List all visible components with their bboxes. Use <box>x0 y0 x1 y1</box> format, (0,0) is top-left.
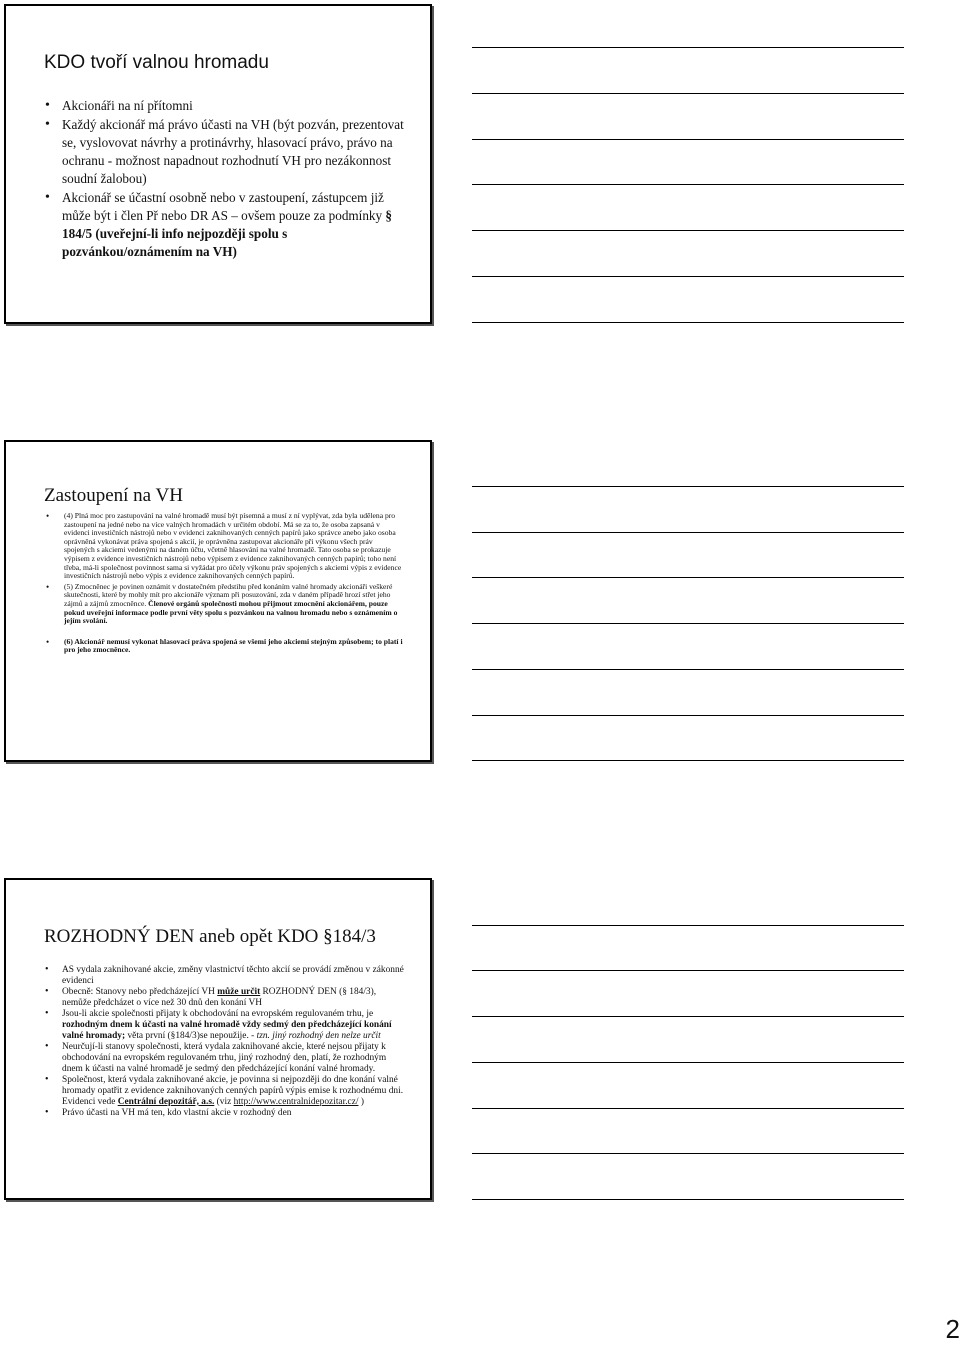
list-item <box>64 512 404 581</box>
bullet-list <box>62 97 412 262</box>
text-run: věta první (§184/3)se nepoužije. - <box>125 1030 257 1041</box>
slide-title: Zastoupení na VH <box>44 485 183 506</box>
text-run: Obecně: Stanovy nebo předcházející VH <box>62 987 218 998</box>
list-item <box>62 965 407 987</box>
text-run: ROZHODNÝ DEN (§ 184/3), nemůže předcházet o více než 30 dnů den konání VH <box>62 987 377 1008</box>
text-run: Každý akcionář má právo účasti na VH (být pozván, prezentovat se, vyslovovat návrhy a protinávrhy, hlasovací právo, právo na ochranu - možnost napadnout rozhodnutí VH pro nezákonnost soudní žalobou) <box>62 117 404 186</box>
text-run: Akcionář se účastní osobně nebo v zastoupení, zástupcem již může být i člen Př nebo DR AS – ovšem pouze za podmínky <box>62 190 386 223</box>
note-line <box>472 970 904 971</box>
text-run: (4) Plná moc pro zastupování na valné hromadě musí být písemná a musí z ní vyplývat, zda byla udělena pro zastoupení na jedné nebo na více valných hromadách v určitém období. Má se za to, že osoba zapsaná v evidenci investičních nástrojů nebo v evidenci zaknihovaných cenných papírů jako správce anebo jako osoba oprávněná vykonávat práva spojená s akcií, je oprávněna zastupovat akcionáře při výkonu všech práv spojených s akciemi vedenými na daném účtu, včetně hlasování na valné hromadě. Tato osoba se prokazuje výpisem z evidence investičních nástrojů nebo výpisem z evidence zaknihovaných cenných papírů; toho není třeba, má-li společnost povinnost sama si vyžádat pro účely výkonu práv spojených s akciemi výpis z evidence investičních nástrojů nebo výpis z evidence zaknihovaných cenných papírů. <box>64 511 402 581</box>
note-line <box>472 230 904 231</box>
list-item <box>62 189 412 261</box>
note-line <box>472 322 904 323</box>
note-line <box>472 760 904 761</box>
note-line <box>472 139 904 140</box>
text-run: tzn. jiný rozhodný den nelze určit <box>256 1030 381 1041</box>
list-item <box>64 583 404 626</box>
note-line <box>472 47 904 48</box>
text-run: může určit <box>217 987 261 998</box>
note-line <box>472 532 904 533</box>
page-number: 2 <box>945 1314 960 1344</box>
slide-title: KDO tvoří valnou hromadu <box>44 52 269 73</box>
note-line <box>472 623 904 624</box>
text-run: ) <box>358 1096 364 1107</box>
note-line <box>472 715 904 716</box>
slide-title: ROZHODNÝ DEN aneb opět KDO §184/3 <box>44 926 376 947</box>
text-run: Centrální depozitář, a.s. <box>117 1096 215 1107</box>
note-line <box>472 925 904 926</box>
bullet-list <box>62 965 407 1119</box>
text-run: § 184/5 (uveřejní-li info nejpozději spolu s pozvánkou/oznámením na VH) <box>62 208 393 259</box>
text-run: Členové orgánů společnosti mohou přijmout zmocnění akcionářem, pouze pokud uveřejní informace podle první věty spolu s pozvánkou na valnou hromadu nebo s oznámením o jejím svolání. <box>64 598 398 626</box>
list-item <box>64 638 404 655</box>
note-line <box>472 276 904 277</box>
list-item <box>62 1075 407 1107</box>
slide-3 <box>4 878 432 1200</box>
note-line <box>472 1108 904 1109</box>
bullet-list <box>64 512 404 657</box>
note-line <box>472 1016 904 1017</box>
note-line <box>472 486 904 487</box>
list-item <box>62 987 407 1009</box>
note-line <box>472 669 904 670</box>
slide-2 <box>4 440 432 762</box>
text-run: AS vydala zaknihované akcie, změny vlastnictví těchto akcií se provádí změnou v zákonné evidenci <box>62 965 404 986</box>
text-run: Akcionáři na ní přítomni <box>62 98 193 113</box>
list-item <box>62 116 412 188</box>
list-item <box>62 1108 407 1119</box>
text-run: (6) Akcionář nemusí vykonat hlasovací práva spojená se všemi jeho akciemi stejným způsobem; to platí i pro jeho zmocněnce. <box>64 636 403 655</box>
text-run: (5) Zmocněnec je povinen oznámit v dostatečném předstihu před konáním valné hromady akcionáři veškeré skutečnosti, které by mohly mít pro akcionáře význam při posuzování, zda v daném případě hrozí střet jeho zájmů a zájmů zmocněnce. <box>64 581 393 608</box>
list-item <box>62 1042 407 1074</box>
text-run: Jsou-li akcie společnosti přijaty k obchodování na evropském regulovaném trhu, je <box>62 1009 374 1020</box>
note-line <box>472 184 904 185</box>
note-line <box>472 1153 904 1154</box>
list-item <box>62 97 412 115</box>
note-line <box>472 1062 904 1063</box>
list-item <box>62 1009 407 1041</box>
slide-1 <box>4 4 432 324</box>
text-run: rozhodným dnem k účasti na valné hromadě vždy sedmý den předcházející konání valné hromady; <box>62 1019 392 1041</box>
text-run: Právo účasti na VH má ten, kdo vlastní akcie v rozhodný den <box>62 1107 292 1118</box>
text-run: (viz <box>214 1096 234 1107</box>
note-line <box>472 93 904 94</box>
note-line <box>472 1199 904 1200</box>
text-run: Neurčují-li stanovy společnosti, která vydala zaknihované akcie, které nejsou přijaty k obchodování na evropském regulovaném trhu, jiný rozhodný den, platí, že rozhodným dnem k účasti na valné hromadě je sedmý den předcházející konání valné hromady. <box>62 1042 387 1074</box>
text-run: Společnost, která vydala zaknihované akcie, je povinna si nejpozději do dne konání valné hromady opatřit z evidence zaknihovaných cenných papírů výpis emise k rozhodnému dni. Evidenci vede <box>62 1074 404 1107</box>
note-line <box>472 577 904 578</box>
text-run: http://www.centralnidepozitar.cz/ <box>233 1096 359 1107</box>
